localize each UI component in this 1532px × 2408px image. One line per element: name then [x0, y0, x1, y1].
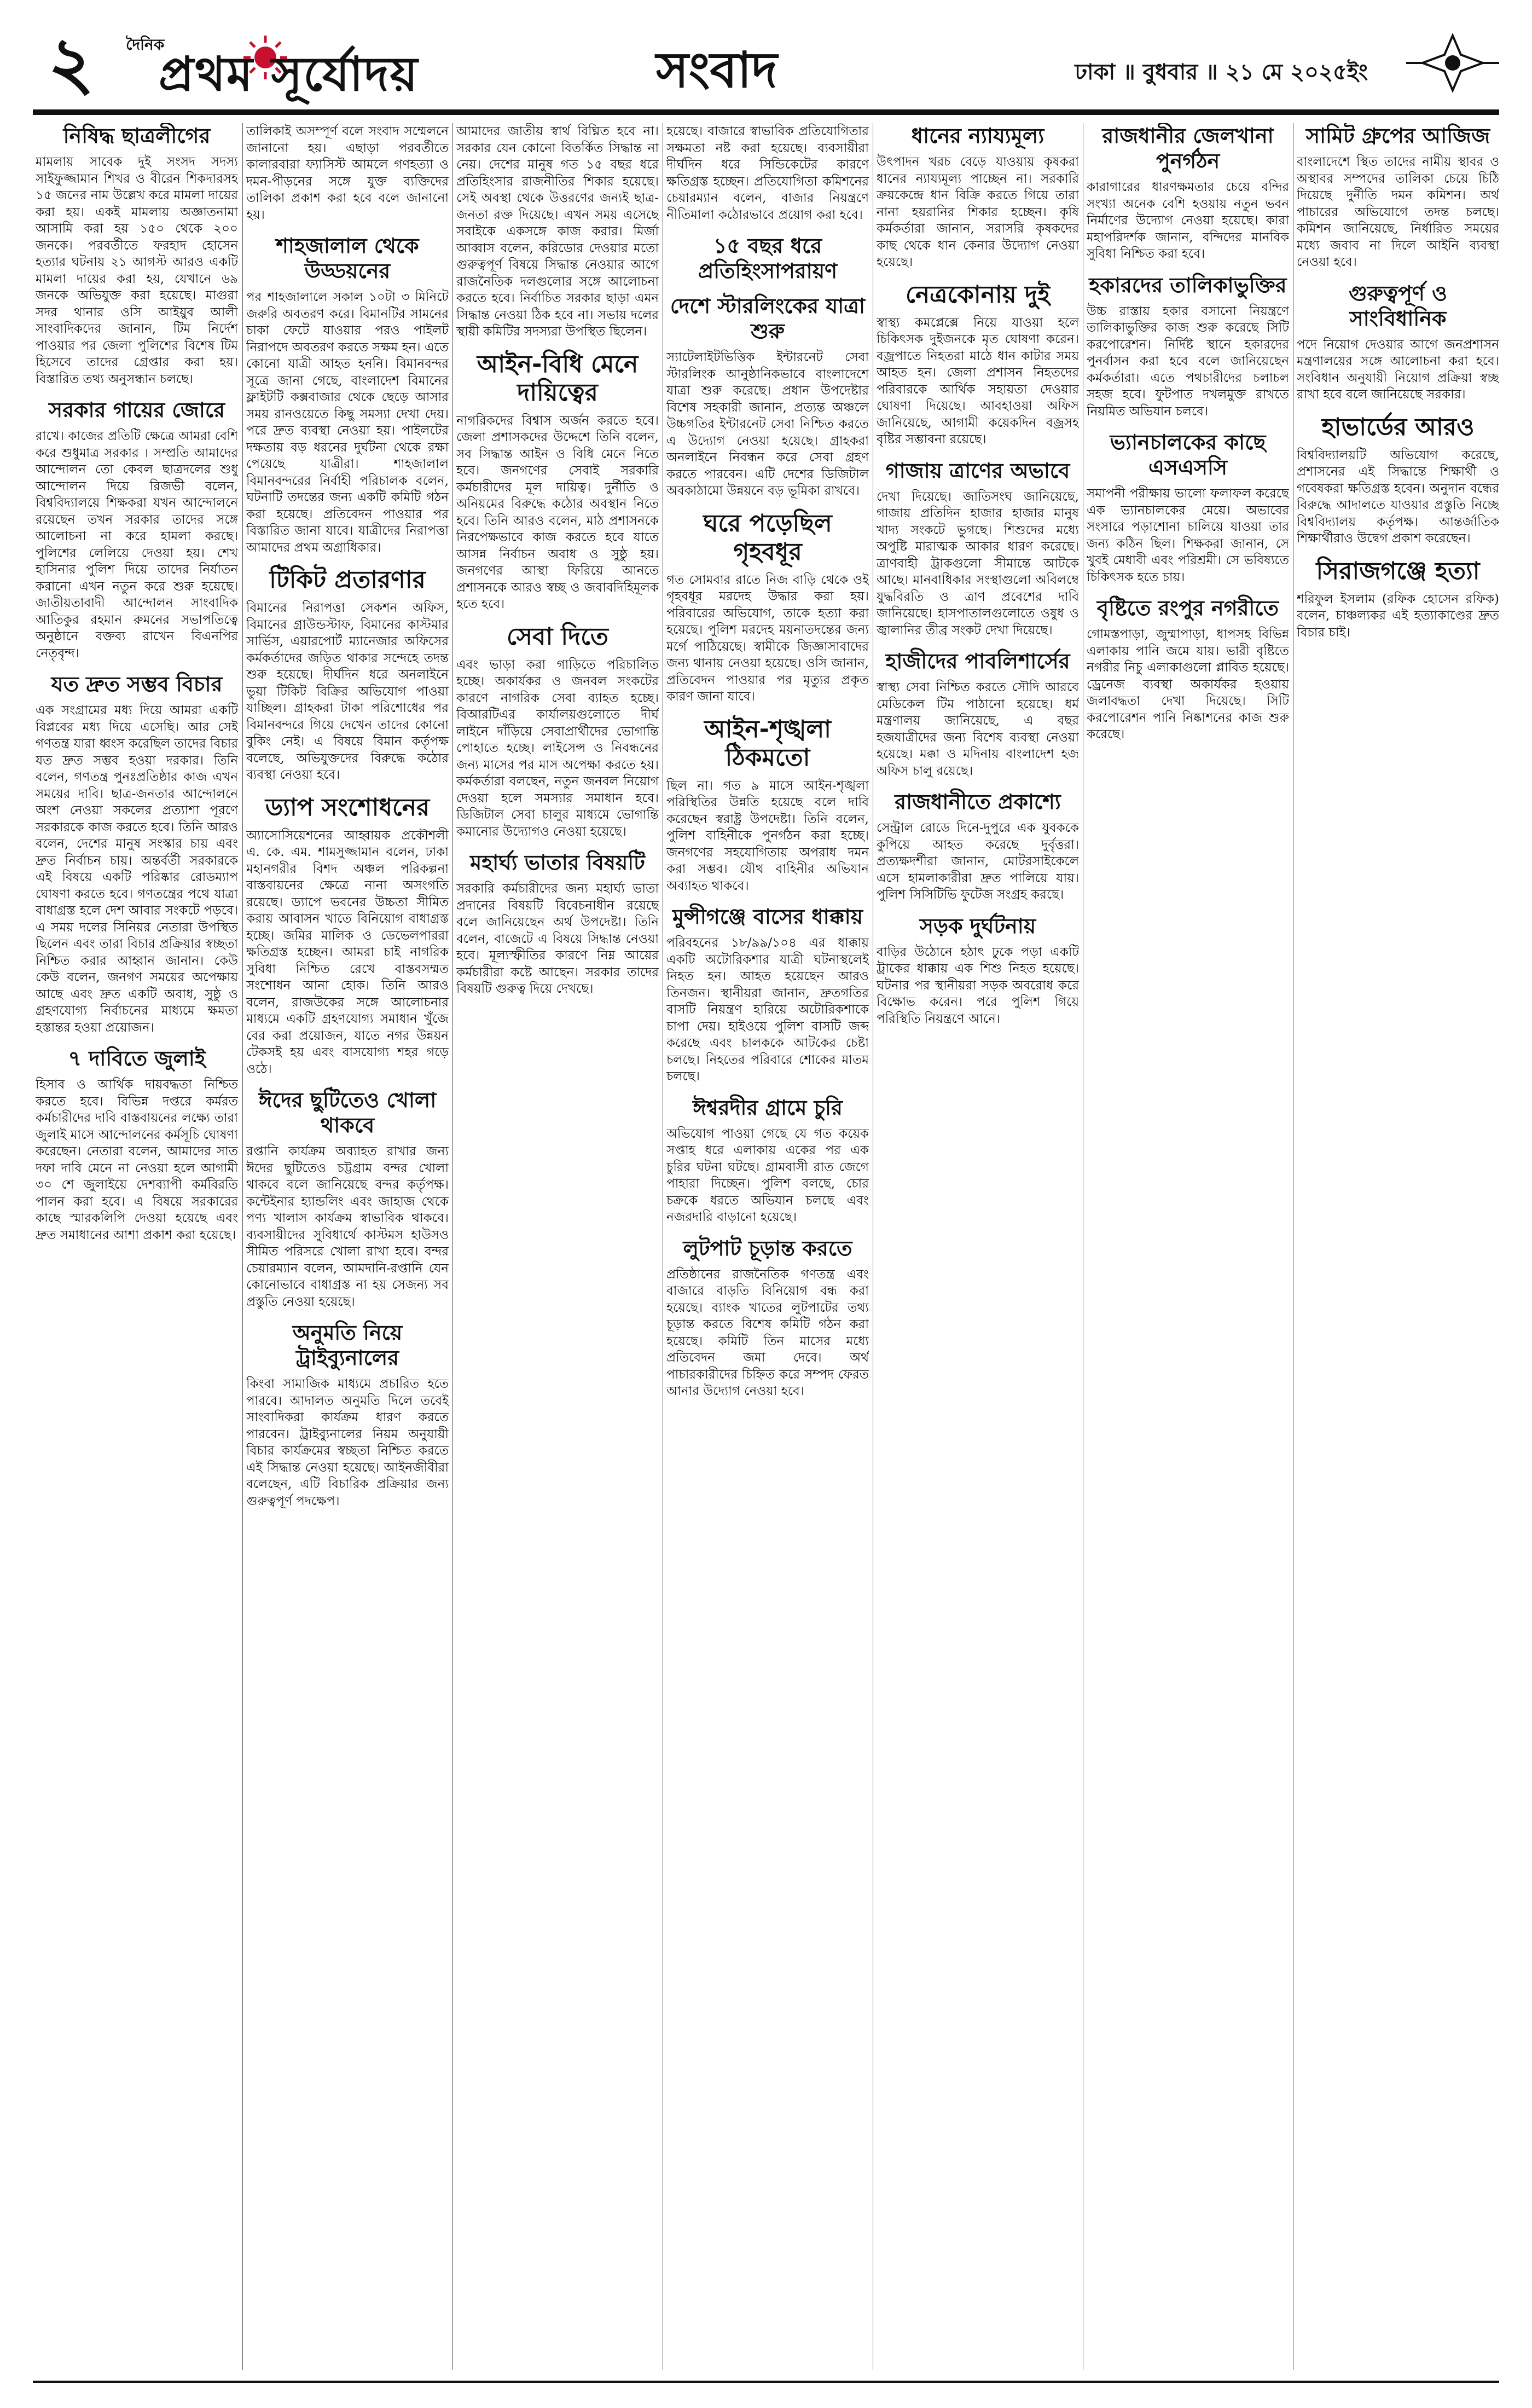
story-body: রপ্তানি কার্যক্রম অব্যাহত রাখার জন্য ঈদের ছুটিতেও চট্টগ্রাম বন্দর খোলা থাকবে বলে জানিয়েছে বন্দর কর্তৃপক্ষ। কন্টেইনার হ্যান্ডলিং এবং জাহাজ থেকে পণ্য খালাস কার্যক্রম স্বাভাবিক থাকবে। ব্যবসায়ীদের সুবিধার্থে কাস্টমস হাউসও সীমিত পরিসরে খোলা রাখা হবে। বন্দর চেয়ারম্যান বলেন, আমদানি-রপ্তানি যেন কোনোভাবে বাধাগ্রস্ত না হয় সেজন্য সব প্রস্তুতি নেওয়া হয়েছে। [246, 1144, 449, 1309]
story-eisi [666, 1095, 869, 1226]
story-body: এবং ভাড়া করা গাড়িতে পরিচালিত হচ্ছে। অকার্যকর ও জনবল সংকটের কারণে নাগরিক সেবা ব্যাহত হচ্ছে। বিআরটিএর কার্যালয়গুলোতে দীর্ঘ লাইনে দাঁড়িয়ে সেবাপ্রার্থীদের ভোগান্তি পোহাতে হচ্ছে। লাইসেন্স ও নিবন্ধনের জন্য মাসের পর মাস অপেক্ষা করতে হয়। কর্মকর্তারা বলছেন, নতুন জনবল নিয়োগ দেওয়া হলে সমস্যার সমাধান হবে। ডিজিটাল সেবা চালুর মাধ্যমে ভোগান্তি কমানোর উদ্যোগও নেওয়া হয়েছে। [456, 657, 659, 839]
brand-logo [126, 27, 509, 102]
headline: শাহজালাল থেকে উড্ডয়নের [276, 234, 419, 283]
headline: ঘরে পড়েছিল গৃহবধূর [703, 509, 832, 566]
story-nishiddho [36, 123, 238, 387]
story-abbas-head [666, 233, 869, 283]
headline: আইন-শৃঙ্খলা ঠিকমতো [704, 715, 831, 772]
story-hajji [877, 649, 1079, 779]
headline: যত দ্রুত সম্ভব বিচার [51, 672, 223, 696]
story-body: নাগরিকদের বিশ্বাস অর্জন করতে হবে। জেলা প্রশাসকদের উদ্দেশে তিনি বলেন, সব সিদ্ধান্ত আইন ও বিধি মেনে নিতে হবে। জনগণের সেবাই সরকারি কর্মচারীদের মূল দায়িত্ব। দুর্নীতি ও অনিয়মের বিরুদ্ধে কঠোর অবস্থান নিতে হবে। তিনি আরও বলেন, মাঠ প্রশাসনকে নিরপেক্ষভাবে কাজ করতে হবে যাতে আসন্ন নির্বাচন অবাধ ও সুষ্ঠু হয়। জনগণের আস্থা ফিরিয়ে আনতে প্রশাসনকে আরও স্বচ্ছ ও জবাবদিহিমূলক হতে হবে। [456, 413, 659, 611]
headline: গাজায় ত্রাণের অভাবে [885, 458, 1070, 483]
story-joto [36, 672, 238, 1036]
headline: সামিট গ্রুপের আজিজ [1305, 124, 1490, 148]
section-title: সংবাদ [656, 41, 777, 99]
story-body: হয়েছে। বাজারে স্বাভাবিক প্রতিযোগিতার সক্ষমতা নষ্ট করা হয়েছে। ব্যবসায়ীরা দীর্ঘদিন ধরে সিন্ডিকেটের কারণে ক্ষতিগ্রস্ত হচ্ছেন। প্রতিযোগিতা কমিশনের চেয়ারম্যান বলেন, বাজার নিয়ন্ত্রণে নীতিমালা কঠোরভাবে প্রয়োগ করা হবে। [666, 124, 869, 222]
story-body: এক সংগ্রামের মধ্য দিয়ে আমরা একটি বিপ্লবের মধ্য দিয়ে এসেছি। আর সেই গণতন্ত্র যারা ধ্বংস করেছিল তাদের বিচার যত দ্রুত সম্ভব হওয়া দরকার। তিনি বলেন, গণতন্ত্র পুনঃপ্রতিষ্ঠার কাজ এখন সময়ের দাবি। ছাত্র-জনতার আন্দোলনে অংশ নেওয়া সকলের প্রত্যাশা পূরণে সরকারকে কাজ করতে হবে। তিনি আরও বলেন, দেশের মানুষ সংস্কার চায় এবং দ্রুত নির্বাচন চায়। অন্তর্বর্তী সরকারকে এই বিষয়ে একটি পরিষ্কার রোডম্যাপ ঘোষণা করতে হবে। গণতন্ত্রের পথে যাত্রা বাধাগ্রস্ত হলে দেশ আবার সংকটে পড়বে। এ সময় দলের সিনিয়র নেতারা উপস্থিত ছিলেন এবং তারা বিচার প্রক্রিয়ার স্বচ্ছতা নিশ্চিত করার আহ্বান জানান। কেউ কেউ বলেন, জনগণ সময়ের অপেক্ষায় আছে এবং দ্রুত একটি অবাধ, সুষ্ঠু ও গ্রহণযোগ্য নির্বাচনের মাধ্যমে ক্ষমতা হস্তান্তর হওয়া প্রয়োজন। [36, 703, 238, 1035]
ornament-icon [1406, 33, 1499, 93]
story-body: বিমানের নিরাপত্তা সেকশন অফিস, বিমানের গ্রাউন্ডস্টাফ, বিমানের কাস্টমার সার্ভিস, এয়ারপোর্ট ম্যানেজার অফিসের কর্মকর্তাদের জড়িত থাকার সন্দেহে তদন্ত শুরু হয়েছে। দীর্ঘদিন ধরে অনলাইনে ভুয়া টিকিট বিক্রির অভিযোগ পাওয়া যাচ্ছিল। গ্রাহকরা টাকা পরিশোধের পর বিমানবন্দরে গিয়ে দেখেন তাদের কোনো বুকিং নেই। এ বিষয়ে বিমান কর্তৃপক্ষ বলেছে, অভিযুক্তদের বিরুদ্ধে কঠোর ব্যবস্থা নেওয়া হবে। [246, 601, 449, 782]
story-body: বিশ্ববিদ্যালয়টি অভিযোগ করেছে, প্রশাসনের এই সিদ্ধান্তে শিক্ষার্থী ও গবেষকরা ক্ষতিগ্রস্ত হবেন। অনুদান বন্ধের বিরুদ্ধে আদালতে যাওয়ার প্রস্তুতি নিচ্ছে বিশ্ববিদ্যালয় কর্তৃপক্ষ। আন্তর্জাতিক শিক্ষার্থীরাও উদ্বেগ প্রকাশ করেছেন। [1297, 448, 1499, 546]
story-drug [246, 794, 449, 1078]
headline: ঈদের ছুটিতেও খোলা থাকবে [258, 1088, 437, 1137]
story-ticket [246, 566, 449, 784]
story-body: উচ্চ রাস্তায় হকার বসানো নিয়ন্ত্রণে তালিকাভুক্তির কাজ শুরু করেছে সিটি করপোরেশন। নির্দিষ্ট স্থানে হকারদের পুনর্বাসন করা হবে বলে জানিয়েছেন কর্মকর্তারা। এতে পথচারীদের চলাচল সহজ হবে। ফুটপাত দখলমুক্ত রাখতে নিয়মিত অভিযান চলবে। [1087, 304, 1289, 419]
headline: লুটপাট চূড়ান্ত করতে [683, 1236, 852, 1260]
story-body: স্বাস্থ্য কমপ্লেক্সে নিয়ে যাওয়া হলে চিকিৎসক দুইজনকে মৃত ঘোষণা করেন। বজ্রপাতে নিহতরা মাঠে ধান কাটার সময় আহত হন। জেলা প্রশাসন নিহতদের পরিবারকে আর্থিক সহায়তা দেওয়ার ঘোষণা দিয়েছে। আবহাওয়া অফিস জানিয়েছে, আগামী কয়েকদিন বজ্রসহ বৃষ্টির সম্ভাবনা রয়েছে। [877, 315, 1079, 447]
story-body: স্বাস্থ্য সেবা নিশ্চিত করতে সৌদি আরবে মেডিকেল টিম পাঠানো হয়েছে। ধর্ম মন্ত্রণালয় জানিয়েছে, এ বছর হজযাত্রীদের জন্য বিশেষ ব্যবস্থা নেওয়া হয়েছে। মক্কা ও মদিনায় বাংলাদেশ হজ অফিস চালু রয়েছে। [877, 680, 1079, 778]
story-body: প্রতিষ্ঠানের রাজনৈতিক গণতন্ত্র এবং বাজারে বাড়তি বিনিয়োগ বন্ধ করা হয়েছে। ব্যাংক খাতের লুটপাটের তথ্য চূড়ান্ত করতে বিশেষ কমিটি গঠন করা হয়েছে। কমিটি তিন মাসের মধ্যে প্রতিবেদন জমা দেবে। অর্থ পাচারকারীদের চিহ্নিত করে সম্পদ ফেরত আনার উদ্যোগ নেওয়া হবে। [666, 1267, 869, 1398]
story-body: দেখা দিয়েছে। জাতিসংঘ জানিয়েছে, গাজায় প্রতিদিন হাজার হাজার মানুষ খাদ্য সংকটে ভুগছে। শিশুদের মধ্যে অপুষ্টি মারাত্মক আকার ধারণ করেছে। ত্রাণবাহী ট্রাকগুলো সীমান্তে আটকে আছে। মানবাধিকার সংস্থাগুলো অবিলম্বে যুদ্ধবিরতি ও ত্রাণ প্রবেশের দাবি জানিয়েছে। হাসপাতালগুলোতে ওষুধ ও জ্বালানির তীব্র সংকট দেখা দিয়েছে। [877, 489, 1079, 638]
story-body: গোমস্তপাড়া, জুম্মাপাড়া, ধাপসহ বিভিন্ন এলাকায় পানি জমে যায়। ভারী বৃষ্টিতে নগরীর নিচু এলাকাগুলো প্লাবিত হয়েছে। ড্রেনেজ ব্যবস্থা অকার্যকর হওয়ায় জলাবদ্ধতা দেখা দিয়েছে। সিটি করপোরেশন পানি নিষ্কাশনের কাজ শুরু করেছে। [1087, 627, 1289, 742]
story-munshiganj [666, 904, 869, 1085]
story-rajdhanir-jol [1087, 123, 1289, 263]
headline: ধানের ন্যায্যমূল্য [911, 124, 1044, 148]
column-7 [1297, 123, 1499, 2370]
headline: মহার্ঘ্য ভাতার বিষয়টি [470, 850, 645, 875]
headline: ১৫ বছর ধরে প্রতিহিংসাপরায়ণ [698, 234, 838, 283]
story-body: অ্যাসোসিয়েশনের আহ্বায়ক প্রকৌশলী এ. কে. এম. শামসুজ্জামান বলেন, ঢাকা মহানগরীর বিশদ অঞ্চল পরিকল্পনা বাস্তবায়নের ক্ষেত্রে নানা অসংগতি রয়েছে। ড্যাপে ভবনের উচ্চতা সীমিত করায় আবাসন খাতে বিনিয়োগ বাধাগ্রস্ত হচ্ছে। জমির মালিক ও ডেভেলপাররা ক্ষতিগ্রস্ত হচ্ছেন। আমরা চাই নাগরিক সুবিধা নিশ্চিত রেখে বাস্তবসম্মত সংশোধন আনা হোক। তিনি আরও বলেন, রাজউকের সঙ্গে আলোচনার মাধ্যমে একটি গ্রহণযোগ্য সমাধান খুঁজে বের করা প্রয়োজন, যাতে নগর উন্নয়ন টেকসই হয় এবং বাসযোগ্য শহর গড়ে ওঠে। [246, 828, 449, 1076]
column-divider [452, 123, 453, 2370]
story-rajdhani [877, 789, 1079, 904]
story-body: সমাপনী পরীক্ষায় ভালো ফলাফল করেছে এক ভ্যানচালকের মেয়ে। অভাবের সংসারে পড়াশোনা চালিয়ে যাওয়া তার জন্য কঠিন ছিল। শিক্ষকরা জানান, সে খুবই মেধাবী এবং পরিশ্রমী। সে ভবিষ্যতে চিকিৎসক হতে চায়। [1087, 487, 1289, 584]
story-nekrokona [877, 281, 1079, 448]
brand-daily: দৈনিক [126, 36, 165, 54]
story-body: রাখে। কাজের প্রতিটি ক্ষেত্রে আমরা বেশি করে শুধুমাত্র সরকার । সম্প্রতি আমাদের আন্দোলন তো কেবল ছাত্রদলের শুধু আন্দোলন দিয়ে রিজভী বলেন, বিশ্ববিদ্যালয়ে শিক্ষকরা যখন আন্দোলনে রয়েছেন তখন সরকার তাদের সঙ্গে আলোচনা না করে হামলা করছে। পুলিশের লেলিয়ে দেওয়া হয়। শেখ হাসিনার পুলিশ দিয়ে তাদের নির্যাতন করানো এখন নতুন করে শুরু হয়েছে। জাতীয়তাবাদী আন্দোলন সাংবাদিক আতিকুর রহমান রুমনের সভাপতিত্বে অনুষ্ঠানে বক্তব্য রাখেন বিএনপির নেতৃবৃন্দ। [36, 429, 238, 661]
story-body: অভিযোগ পাওয়া গেছে যে গত কয়েক সপ্তাহ ধরে এলাকায় একের পর এক চুরির ঘটনা ঘটছে। গ্রামবাসী রাত জেগে পাহারা দিচ্ছেন। পুলিশ বলছে, চোর চক্রকে ধরতে অভিযান চলছে এবং নজরদারি বাড়ানো হয়েছে। [666, 1126, 869, 1224]
headline: মুন্সীগঞ্জে বাসের ধাক্কায় [672, 905, 863, 929]
headline: অনুমতি নিয়ে ট্রাইব্যুনালের [292, 1321, 403, 1370]
story-ain [456, 350, 659, 613]
story-body: কারাগারের ধারণক্ষমতার চেয়ে বন্দির সংখ্যা অনেক বেশি হওয়ায় নতুন ভবন নির্মাণের উদ্যোগ নেওয়া হয়েছে। কারা মহাপরিদর্শক জানান, বন্দিদের মানবিক সুবিধা নিশ্চিত করা হবে। [1087, 180, 1289, 261]
story-mohargho [456, 850, 659, 998]
story-harvard [1297, 413, 1499, 547]
headline: দেশে স্টারলিংকের যাত্রা শুরু [670, 294, 866, 343]
headline: সড়ক দুর্ঘটনায় [919, 913, 1036, 938]
column-2 [246, 123, 449, 2370]
story-seba [456, 623, 659, 841]
story-body: পরিবহনের ১৮/৯৯/১০৪ এর ধাক্কায় একটি অটোরিকশার যাত্রী ঘটনাস্থলেই নিহত হন। আহত হয়েছেন আরও তিনজন। স্থানীয়রা জানান, দ্রুতগতির বাসটি নিয়ন্ত্রণ হারিয়ে অটোরিকশাকে চাপা দেয়। হাইওয়ে পুলিশ বাসটি জব্দ করেছে এবং চালককে আটকের চেষ্টা চলছে। নিহতের পরিবারে শোকের মাতম চলছে। [666, 936, 869, 1084]
headline: সেবা দিতে [507, 622, 608, 651]
story-eid [246, 1087, 449, 1310]
dateline: ঢাকা ॥ বুধবার ॥ ২১ মে ২০২৫ইং [1075, 59, 1368, 85]
story-body: মামলায় সাবেক দুই সংসদ সদস্য সাইফুজ্জামান শিখর ও বীরেন শিকদারসহ ১৫ জনের নাম উল্লেখ করে মামলা দায়ের করা হয়। একই মামলায় অজ্ঞাতনামা আসামি করা হয় ১৫০ থেকে ২০০ জনকে। পরবর্তীতে ফরহাদ হোসেন হত্যার ঘটনায় ২১ আগস্ট আরও একটি মামলা দায়ের করা হয়, যেখানে ৬৯ জনকে অভিযুক্ত করা হয়েছে। মাগুরা সদর থানার ওসি আইয়ুব আলী সাংবাদিকদের জানান, টিম নির্দেশ পাওয়ার পর জেলা পুলিশের বিশেষ টিম হিসেবে তাদের গ্রেপ্তার করা হয়। বিস্তারিত তথ্য অনুসন্ধান চলছে। [36, 155, 238, 386]
story-body: পদে নিয়োগ দেওয়ার আগে জনপ্রশাসন মন্ত্রণালয়ের সঙ্গে আলোচনা করা হবে। সংবিধান অনুযায়ী নিয়োগ প্রক্রিয়া স্বচ্ছ রাখা হবে বলে জানিয়েছে সরকার। [1297, 337, 1499, 402]
story-shahjalal [246, 233, 449, 556]
story-sorkar [36, 397, 238, 662]
story-bristi [1087, 595, 1289, 743]
footer-rule [33, 2381, 1499, 2383]
headline: আইন-বিধি মেনে দায়িত্বের [477, 350, 639, 407]
headline: রাজধানীতে প্রকাশ্যে [895, 790, 1061, 814]
headline: নিষিদ্ধ ছাত্রলীগের [63, 124, 211, 148]
headline: হকারদের তালিকাভুক্তির [1089, 273, 1287, 297]
story-body: কিংবা সামাজিক মাধ্যমে প্রচারিত হতে পারবে। আদালত অনুমতি দিলে তবেই সাংবাদিকরা কার্যক্রম ধারণ করতে পারবেন। ট্রাইব্যুনালের নিয়ম অনুযায়ী বিচার কার্যক্রমের স্বচ্ছতা নিশ্চিত করতে এই সিদ্ধান্ত নেওয়া হয়েছে। আইনজীবীরা বলেছেন, এটি বিচারিক প্রক্রিয়ার জন্য গুরুত্বপূর্ণ পদক্ষেপ। [246, 1377, 449, 1508]
story-body: বাড়ির উঠোনে হঠাৎ ঢুকে পড়া একটি ট্রাকের ধাক্কায় এক শিশু নিহত হয়েছে। ঘটনার পর স্থানীয়রা সড়ক অবরোধ করে বিক্ষোভ করেন। পরে পুলিশ গিয়ে পরিস্থিতি নিয়ন্ত্রণে আনে। [877, 945, 1079, 1026]
story-starlink [666, 293, 869, 500]
story-body: আমাদের জাতীয় স্বার্থ বিঘ্নিত হবে না। সরকার যেন কোনো বিতর্কিত সিদ্ধান্ত না নেয়। দেশের মানুষ গত ১৫ বছর ধরে প্রতিহিংসার রাজনীতির শিকার হয়েছে। সেই অবস্থা থেকে উত্তরণের জন্যই ছাত্র-জনতা রক্ত দিয়েছে। এখন সময় এসেছে সবাইকে একসঙ্গে কাজ করার। মির্জা আব্বাস বলেন, করিডোর দেওয়ার মতো গুরুত্বপূর্ণ বিষয়ে সিদ্ধান্ত নেওয়ার আগে রাজনৈতিক দলগুলোর সঙ্গে আলোচনা করতে হবে। নির্বাচিত সরকার ছাড়া এমন সিদ্ধান্ত নেওয়া ঠিক হবে না। সভায় দলের স্থায়ী কমিটির সদস্যরা উপস্থিত ছিলেন। [456, 124, 659, 339]
headline: সরকার গায়ের জোরে [48, 398, 225, 422]
column-6 [1087, 123, 1289, 2370]
story-onumoti [246, 1320, 449, 1509]
headline: সিরাজগঞ্জে হত্যা [1316, 557, 1480, 585]
headline: ৭ দাবিতে জুলাই [68, 1046, 206, 1070]
story-hokaroy [1087, 273, 1289, 420]
story-sirajganj [1297, 557, 1499, 641]
column-1 [36, 123, 238, 2370]
column-divider [242, 123, 243, 2370]
story-body: ছিল না। গত ৯ মাসে আইন-শৃঙ্খলা পরিস্থিতির উন্নতি হয়েছে বলে দাবি করেছেন স্বরাষ্ট্র উপদেষ্টা। তিনি বলেন, পুলিশ বাহিনীকে পুনর্গঠন করা হচ্ছে। জনগণের সহযোগিতায় অপরাধ দমন করা সম্ভব। যৌথ বাহিনীর অভিযান অব্যাহত থাকবে। [666, 778, 869, 893]
headline: রাজধানীর জেলখানা পুনর্গঠন [1102, 124, 1274, 173]
story-body: বাংলাদেশে স্থিত তাদের নামীয় স্থাবর ও অস্থাবর সম্পদের তালিকা চেয়ে চিঠি দিয়েছে দুর্নীতি দমন কমিশন। অর্থ পাচারের অভিযোগে তদন্ত চলছে। কমিশন জানিয়েছে, নির্ধারিত সময়ের মধ্যে জবাব না দিলে আইনি ব্যবস্থা নেওয়া হবে। [1297, 155, 1499, 269]
story-tabligh [246, 123, 449, 223]
story-abbas [456, 123, 659, 340]
story-samit [1297, 123, 1499, 271]
story-bhasani [1087, 430, 1289, 586]
story-ghore [666, 510, 869, 705]
headline: হাভার্ডের আরও [1321, 413, 1475, 441]
story-gaza [877, 458, 1079, 639]
story-body: গত সোমবার রাতে নিজ বাড়ি থেকে ওই গৃহবধূর মরদেহ উদ্ধার করা হয়। পরিবারের অভিযোগ, তাকে হত্যা করা হয়েছে। পুলিশ মরদেহ ময়নাতদন্তের জন্য মর্গে পাঠিয়েছে। স্বামীকে জিজ্ঞাসাবাদের জন্য থানায় নেওয়া হয়েছে। ওসি জানান, প্রতিবেদন পাওয়ার পর মৃত্যুর প্রকৃত কারণ জানা যাবে। [666, 572, 869, 704]
masthead-rule [33, 109, 1499, 115]
brand-name: প্রথম সূর্যোদয় [159, 47, 419, 102]
headline: ড্যাপ সংশোধনের [265, 793, 430, 821]
story-body: পর শাহজালালে সকাল ১০টা ৩ মিনিটে জরুরি অবতরণ করে। বিমানটির সামনের চাকা ফেটে যাওয়ার পরও পাইলট নিরাপদে অবতরণ করতে সক্ষম হন। এতে কোনো যাত্রী আহত হননি। বিমানবন্দর সূত্রে জানা গেছে, বাংলাদেশ বিমানের ফ্লাইটটি কক্সবাজার থেকে ছেড়ে আসার সময় রানওয়েতে কিছু সমস্যা দেখা দেয়। পরে দ্রুত ব্যবস্থা নেওয়া হয়। পাইলটের দক্ষতায় বড় ধরনের দুর্ঘটনা থেকে রক্ষা পেয়েছে যাত্রীরা। শাহজালাল বিমানবন্দরের নির্বাহী পরিচালক বলেন, ঘটনাটি তদন্তের জন্য একটি কমিটি গঠন করা হয়েছে। প্রতিবেদন পাওয়ার পর বিস্তারিত জানা যাবে। যাত্রীদের নিরাপত্তা আমাদের প্রথম অগ্রাধিকার। [246, 290, 449, 555]
story-body: উৎপাদন খরচ বেড়ে যাওয়ায় কৃষকরা ধানের ন্যায্যমূল্য পাচ্ছেন না। সরকারি ক্রয়কেন্দ্রে ধান বিক্রি করতে গিয়ে তারা নানা হয়রানির শিকার হচ্ছেন। কৃষি কর্মকর্তারা জানান, সরাসরি কৃষকদের কাছ থেকে ধান কেনার উদ্যোগ নেওয়া হয়েছে। [877, 155, 1079, 269]
story-body: তালিকাই অসম্পূর্ণ বলে সংবাদ সম্মেলনে জানানো হয়। এছাড়া পরবর্তীতে কালারবারা ফ্যাসিস্ট আমলে গণহত্যা ও দমন-পীড়নের সঙ্গে যুক্ত ব্যক্তিদের তালিকা প্রকাশ করা হবে বলে জানানো হয়। [246, 124, 449, 222]
masthead [33, 22, 1499, 104]
headline: টিকিট প্রতারণার [269, 566, 426, 594]
headline: নেত্রকোনায় দুই [906, 280, 1050, 309]
story-chasi [877, 123, 1079, 271]
headline: বৃষ্টিতে রংপুর নগরীতে [1096, 596, 1279, 620]
column-4 [666, 123, 869, 2370]
story-body: সরকারি কর্মচারীদের জন্য মহার্ঘ্য ভাতা প্রদানের বিষয়টি বিবেচনাধীন রয়েছে বলে জানিয়েছেন অর্থ উপদেষ্টা। তিনি বলেন, বাজেটে এ বিষয়ে সিদ্ধান্ত নেওয়া হবে। মূল্যস্ফীতির কারণে নিম্ন আয়ের কর্মচারীরা কষ্টে আছেন। সরকার তাদের বিষয়টি গুরুত্ব দিয়ে দেখছে। [456, 882, 659, 996]
headline: গুরুত্বপূর্ণ ও সাংবিধানিক [1349, 281, 1447, 331]
column-5 [877, 123, 1079, 2370]
story-body: হিসাব ও আর্থিক দায়বদ্ধতা নিশ্চিত করতে হবে। বিভিন্ন দপ্তরে কর্মরত কর্মচারীদের দাবি বাস্তবায়নের লক্ষ্যে তারা জুলাই মাসে আন্দোলনের কর্মসূচি ঘোষণা করেছেন। নেতারা বলেন, আমাদের সাত দফা দাবি মেনে না নেওয়া হলে আগামী ৩০ শে জুলাইয়ে দেশব্যাপী কর্মবিরতি পালন করা হবে। এ বিষয়ে সরকারের কাছে স্মারকলিপি দেওয়া হয়েছে এবং দ্রুত সমাধানের আশা প্রকাশ করা হয়েছে। [36, 1078, 238, 1242]
column-3 [456, 123, 659, 2370]
story-bazar [666, 123, 869, 223]
story-gurutto [1297, 281, 1499, 403]
story-body: সেন্ট্রাল রোডে দিনে-দুপুরে এক যুবককে কুপিয়ে আহত করেছে দুর্বৃত্তরা। প্রত্যক্ষদর্শীরা জানান, মোটরসাইকেলে এসে হামলাকারীরা দ্রুত পালিয়ে যায়। পুলিশ সিসিটিভি ফুটেজ সংগ্রহ করছে। [877, 821, 1079, 902]
story-body: শরিফুল ইসলাম (রফিক হোসেন রফিক) বলেন, চাঞ্চল্যকর এই হত্যাকাণ্ডের দ্রুত বিচার চাই। [1297, 592, 1499, 640]
headline: হাজীদের পাবলিশার্সের [885, 649, 1070, 673]
story-lutpat [666, 1236, 869, 1400]
headline: ভ্যানচালকের কাছে এসএসসি [1110, 430, 1266, 479]
story-sorok [877, 913, 1079, 1028]
story-body: স্যাটেলাইটভিত্তিক ইন্টারনেট সেবা স্টারলিংক আনুষ্ঠানিকভাবে বাংলাদেশে যাত্রা শুরু করেছে। প্রধান উপদেষ্টার বিশেষ সহকারী জানান, প্রত্যন্ত অঞ্চলে উচ্চগতির ইন্টারনেট সেবা নিশ্চিত করতে এ উদ্যোগ নেওয়া হয়েছে। গ্রাহকরা অনলাইনে নিবন্ধন করে সেবা গ্রহণ করতে পারবেন। এটি দেশের ডিজিটাল অবকাঠামো উন্নয়নে বড় ভূমিকা রাখবে। [666, 350, 869, 498]
story-ain-shrinkhola [666, 715, 869, 895]
page-number: ২ [48, 21, 95, 105]
story-sat-dabi [36, 1046, 238, 1243]
headline: ঈশ্বরদীর গ্রামে চুরি [693, 1095, 843, 1120]
